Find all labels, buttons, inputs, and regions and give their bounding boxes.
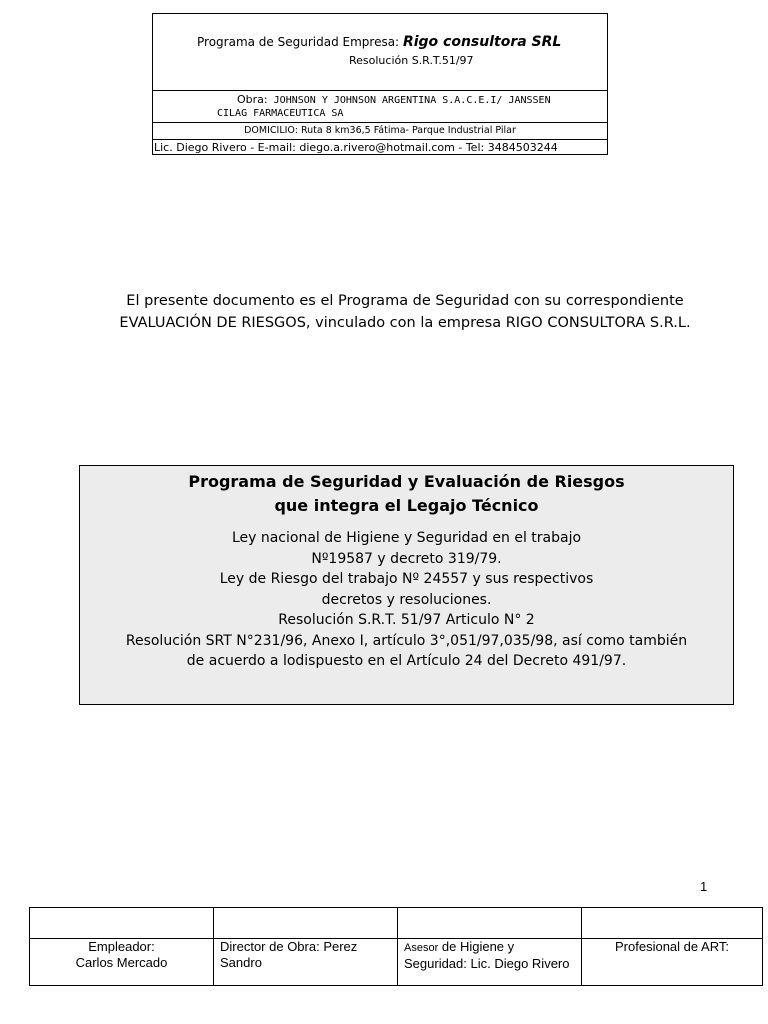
legal-title-line2: que integra el Legajo Técnico	[274, 496, 539, 515]
legal-line: Ley nacional de Higiene y Seguridad en el trabajo	[231, 530, 582, 546]
empleador-cell	[30, 939, 214, 986]
director-cell: Director de Obra: Perez Sandro	[214, 939, 398, 986]
legal-line: de acuerdo a lodispuesto en el Artículo 24 del Decreto 491/97.	[186, 653, 627, 669]
contact-row: Lic. Diego Rivero - E-mail: diego.a.rivero@hotmail.com - Tel: 3484503244	[154, 141, 558, 154]
asesor-prefix: Asesor	[404, 942, 439, 954]
signature-label-row	[30, 939, 763, 986]
signature-table	[29, 907, 763, 986]
signature-box-empleador	[30, 908, 214, 939]
signature-blank-row	[30, 908, 763, 939]
art-cell: Profesional de ART:	[582, 939, 763, 986]
obra-line1: JOHNSON Y JOHNSON ARGENTINA S.A.C.E.I/ JANSSEN	[273, 95, 551, 106]
legal-line: decretos y resoluciones.	[321, 591, 492, 608]
obra-line2: CILAG FARMACEUTICA SA	[217, 108, 344, 119]
obra-label: Obra:	[237, 93, 268, 106]
legal-title-line1: Programa de Seguridad y Evaluación de Riesgos	[188, 472, 625, 491]
legal-line: Ley de Riesgo del trabajo Nº 24557 y sus respectivos	[219, 571, 594, 587]
legal-line: Resolución SRT N°231/96, Anexo I, artículo 3°,051/97,035/98, así como también	[125, 632, 688, 649]
page-number: 1	[700, 879, 708, 894]
empleador-label: Empleador:	[88, 939, 155, 954]
program-company-line	[197, 34, 561, 50]
resolution-text: Resolución S.R.T.51/97	[349, 54, 474, 67]
document-header	[152, 13, 608, 155]
legal-line: Resolución S.R.T. 51/97 Articulo N° 2	[278, 612, 535, 628]
intro-line2: EVALUACIÓN DE RIESGOS, vinculado con la empresa RIGO CONSULTORA S.R.L.	[119, 315, 691, 331]
legal-line: Nº19587 y decreto 319/79.	[311, 550, 502, 567]
asesor-cell	[398, 939, 582, 986]
signature-box-art	[582, 908, 763, 939]
legal-box	[79, 465, 734, 705]
signature-box-director	[214, 908, 398, 939]
obra-row	[153, 91, 607, 123]
empleador-name: Carlos Mercado	[75, 955, 168, 970]
domicilio-row: DOMICILIO: Ruta 8 km36,5 Fátima- Parque Industrial Pilar	[153, 123, 607, 140]
company-name: Rigo consultora SRL	[402, 34, 562, 50]
intro-line1: El presente documento es el Programa de Seguridad con su correspondiente	[126, 293, 684, 309]
signature-box-asesor	[398, 908, 582, 939]
legal-title	[80, 470, 733, 518]
asesor-rest: de Higiene y Seguridad: Lic. Diego Rivero	[404, 939, 570, 971]
header-title-row	[153, 14, 607, 91]
intro-paragraph	[100, 290, 710, 334]
legal-body	[80, 528, 733, 672]
program-label: Programa de Seguridad Empresa:	[197, 35, 400, 49]
